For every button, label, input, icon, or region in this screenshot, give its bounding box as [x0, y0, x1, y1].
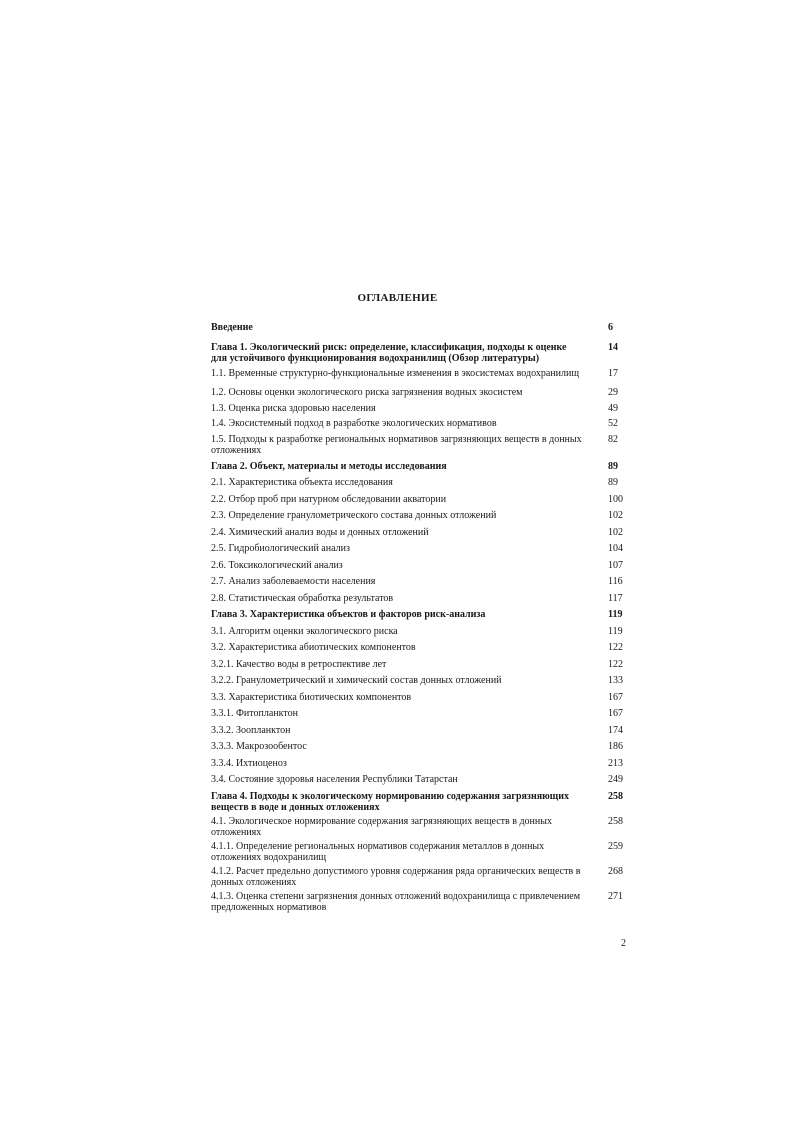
toc-entry-page: 259 — [608, 840, 623, 852]
toc-entry-page: 89 — [608, 460, 618, 472]
toc-entry-title: 1.1. Временные структурно-функциональные изменения в экосистемах водохранилищ — [211, 367, 580, 379]
toc-entry-page: 17 — [608, 367, 618, 379]
toc-entry-page: 268 — [608, 865, 623, 877]
toc-entry-page: 100 — [608, 493, 623, 505]
toc-chapter — [211, 461, 631, 473]
toc-entry — [211, 418, 631, 430]
toc-entry-page: 29 — [608, 387, 618, 398]
toc-entry-page: 213 — [608, 757, 623, 769]
toc-entry-page: 6 — [608, 322, 613, 333]
toc-entry — [211, 510, 631, 522]
toc-entry — [211, 675, 631, 687]
toc-chapter — [211, 322, 631, 334]
toc-entry-title: Глава 3. Характеристика объектов и факторов риск-анализа — [211, 609, 486, 620]
toc-entry-page: 271 — [608, 890, 623, 902]
toc-entry — [211, 593, 631, 605]
page-number: 2 — [621, 938, 626, 949]
toc-entry — [211, 659, 631, 671]
toc-entry — [211, 891, 631, 914]
toc-entry-title: 3.2.2. Гранулометрический и химический состав донных отложений — [211, 675, 502, 686]
toc-entry-title: 2.1. Характеристика объекта исследования — [211, 477, 393, 488]
toc-entry-title: 4.1.1. Определение региональных нормативов содержания металлов в донных отложениях водохранилищ — [211, 840, 545, 863]
toc-entry-title: 4.1. Экологическое нормирование содержания загрязняющих веществ в донных отложениях — [211, 815, 552, 838]
toc-entry — [211, 626, 631, 638]
toc-entry-title: 2.7. Анализ заболеваемости населения — [211, 576, 376, 587]
toc-entry-title: 2.6. Токсикологический анализ — [211, 559, 343, 571]
toc-entry — [211, 642, 631, 654]
toc-entry-title: 3.2. Характеристика абиотических компонентов — [211, 642, 416, 653]
toc-entry-page: 174 — [608, 724, 623, 736]
toc-entry-page: 249 — [608, 774, 623, 785]
toc-entry-title: 1.4. Экосистемный подход в разработке экологических нормативов — [211, 418, 497, 429]
toc-entry-title: Введение — [211, 322, 253, 333]
toc-entry-title: 4.1.2. Расчет предельно допустимого уровня содержания ряда органических веществ в донных отложениях — [211, 865, 581, 888]
toc-entry — [211, 816, 631, 839]
toc-chapter — [211, 342, 631, 365]
toc-entry-title: 2.2. Отбор проб при натурном обследовании акватории — [211, 493, 447, 505]
toc-chapter — [211, 609, 631, 621]
toc-entry-page: 117 — [608, 592, 623, 604]
toc-entry-page: 49 — [608, 402, 618, 414]
toc-entry-page: 107 — [608, 559, 623, 571]
toc-entry — [211, 527, 631, 539]
toc-entry-title: 3.3.4. Ихтиоценоз — [211, 757, 287, 769]
toc-entry-title: 2.3. Определение гранулометрического состава донных отложений — [211, 510, 497, 521]
toc-entry-title: 2.8. Статистическая обработка результатов — [211, 592, 394, 604]
toc-entry-page: 116 — [608, 576, 623, 587]
toc-entry-page: 258 — [608, 815, 623, 827]
toc-entry — [211, 725, 631, 737]
toc-entry — [211, 692, 631, 704]
toc-entry-page: 258 — [608, 790, 623, 802]
toc-entry — [211, 774, 631, 786]
toc-entry — [211, 866, 631, 889]
toc-entry-page: 119 — [608, 625, 623, 637]
toc-entry-page: 133 — [608, 675, 623, 686]
toc-entry — [211, 841, 631, 864]
toc-entry-page: 186 — [608, 741, 623, 752]
toc-entry — [211, 543, 631, 555]
toc-entry-page: 82 — [608, 433, 618, 445]
toc-entry-title: 2.4. Химический анализ воды и донных отложений — [211, 526, 429, 538]
toc-entry-title: 3.1. Алгоритм оценки экологического риска — [211, 625, 398, 637]
toc-entry-page: 167 — [608, 691, 623, 703]
toc-entry — [211, 758, 631, 770]
toc-entry — [211, 560, 631, 572]
toc-entry-title: 1.3. Оценка риска здоровью населения — [211, 402, 376, 414]
toc-entry-title: 2.5. Гидробиологический анализ — [211, 543, 350, 554]
toc-entry-title: 3.3.2. Зоопланктон — [211, 724, 291, 736]
toc-entry — [211, 403, 631, 415]
toc-entry-page: 167 — [608, 708, 623, 719]
toc-entry — [211, 368, 631, 380]
toc-entry — [211, 494, 631, 506]
toc-entry-page: 122 — [608, 642, 623, 653]
toc-entry-title: Глава 1. Экологический риск: определение, классификация, подходы к оценке для устойчивого функционирования водохранилищ (Обзор литературы) — [211, 341, 567, 364]
toc-entry-title: 4.1.3. Оценка степени загрязнения донных отложений водохранилища с привлечением предложенных нормативов — [211, 890, 581, 913]
toc-entry-page: 119 — [608, 609, 623, 620]
toc-chapter — [211, 791, 631, 814]
toc-entry-page: 102 — [608, 510, 623, 521]
toc-entry — [211, 741, 631, 753]
toc-entry — [211, 576, 631, 588]
toc-entry-page: 14 — [608, 341, 618, 353]
toc-entry-page: 52 — [608, 418, 618, 429]
toc-entry-title: 3.2.1. Качество воды в ретроспективе лет — [211, 658, 387, 670]
toc-entry — [211, 477, 631, 489]
toc-entry-page: 102 — [608, 526, 623, 538]
toc-entry-page: 104 — [608, 543, 623, 554]
toc-entry-title: 1.2. Основы оценки экологического риска загрязнения водных экосистем — [211, 387, 523, 398]
toc-entry-title: 3.3.3. Макрозообентос — [211, 741, 307, 752]
toc-entry-title: 3.3. Характеристика биотических компонентов — [211, 691, 412, 703]
toc-entry-title: Глава 2. Объект, материалы и методы исследования — [211, 460, 447, 472]
toc-entry-title: 3.4. Состояние здоровья населения Республики Татарстан — [211, 774, 458, 785]
table-of-contents — [211, 318, 631, 914]
toc-entry — [211, 434, 631, 457]
toc-entry-title: 3.3.1. Фитопланктон — [211, 708, 298, 719]
toc-entry-title: 1.5. Подходы к разработке региональных нормативов загрязняющих веществ в донных отложениях — [211, 433, 582, 456]
toc-entry-page: 89 — [608, 477, 618, 488]
page-title: ОГЛАВЛЕНИЕ — [357, 292, 438, 304]
toc-entry-title: Глава 4. Подходы к экологическому нормированию содержания загрязняющих веществ в воде и донных отложениях — [211, 790, 569, 813]
toc-entry — [211, 387, 631, 399]
toc-entry — [211, 708, 631, 720]
toc-entry-page: 122 — [608, 658, 623, 670]
